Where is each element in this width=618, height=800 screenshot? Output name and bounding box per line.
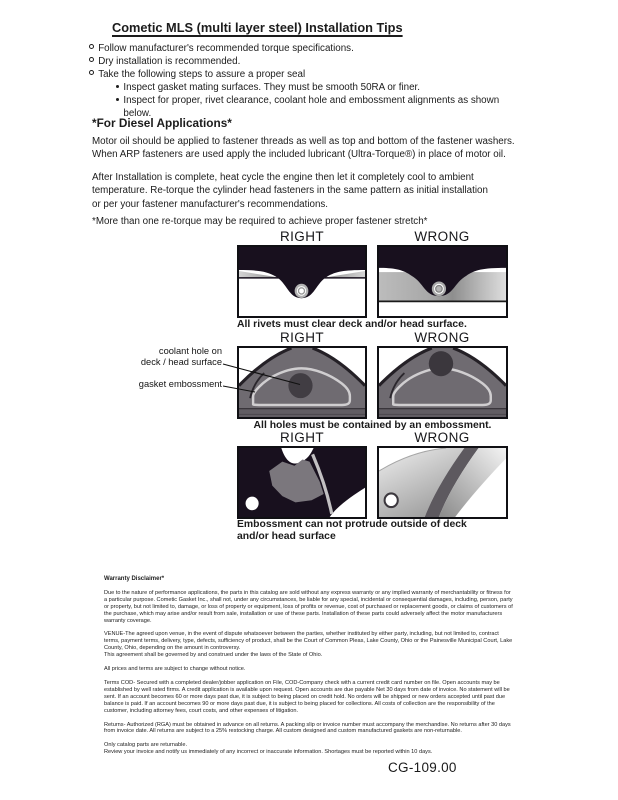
row1-caption: All rivets must clear deck and/or head surface.: [237, 319, 467, 330]
bullet-text: Take the following steps to assure a proper seal: [98, 69, 306, 80]
open-bullet-icon: [89, 44, 94, 49]
bolt-hole-icon: [246, 497, 259, 511]
row1-right-diagram: [237, 245, 367, 318]
rivet-clear-wrong-illustration: [379, 247, 506, 316]
row3-caption: Embossment can not protrude outside of deck and/or head surface: [237, 519, 467, 542]
leader-lines: [100, 344, 310, 404]
legal-paragraph: Only catalog parts are returnable. Review your invoice and notify us immediately of any incorrect or inaccurate information. Shortages must be reported within 10 days.: [104, 742, 433, 756]
bullet-text: Follow manufacturer's recommended torque specifications.: [98, 43, 354, 54]
row3-wrong-label: WRONG: [414, 430, 470, 445]
row2-right-label: RIGHT: [280, 330, 324, 345]
installation-tips-list: [89, 42, 519, 120]
page-title: Cometic MLS (multi layer steel) Installation Tips: [112, 20, 403, 35]
bolt-hole-icon: [385, 493, 398, 507]
list-item: [89, 55, 519, 68]
row3-right-label: RIGHT: [280, 430, 324, 445]
legal-paragraph: Due to the nature of performance applications, the parts in this catalog are sold without any express warranty or any implied warranty of merchantability or fitness for a particular purpose. Cometic Gasket Inc., shall not, under any circumstances, be liable for any special, incidental or consequential damages, including, person, party or property, but not limited to, damage, or loss of property or equipment, loss of profits or revenue, cost of purchased or replacement goods, or claims of customers of the purchase, which may arise and/or result from sale, installation or use of these parts. Installation of these parts could adversely affect the motor manufacturers warranty coverage.: [104, 589, 513, 624]
row2-caption: All holes must be contained by an embossment.: [253, 420, 492, 431]
legal-paragraph: VENUE-The agreed upon venue, in the event of dispute whatsoever between the parties, whether instituted by either party, including, but not limited to, contract terms, payment terms, delivery, type, defects, sufficiency of product, shall be the Court of Common Pleas, Lake County, Ohio or the Painesville Municipal Court, Lake County, Ohio, depending on the amount in controversy. This agreement shall be governed by and construed under the laws of the State of Ohio.: [104, 631, 513, 659]
gasket-embossment-label: gasket embossment: [138, 379, 222, 389]
row1-wrong-label: WRONG: [414, 229, 470, 244]
bullet-text: Dry installation is recommended.: [98, 56, 241, 67]
list-item: [89, 42, 519, 55]
row1-wrong-diagram: [377, 245, 508, 318]
diesel-paragraph-2: After Installation is complete, heat cycle the engine then let it completely cool to ambient temperature. Re-torque the cylinder head fasteners in the same pattern as initial installation or per your fastener manufacturer's recommendations.: [92, 172, 488, 210]
retorque-note: *More than one re-torque may be required to achieve proper fastener stretch*: [92, 216, 428, 227]
list-item: [89, 68, 519, 81]
embossment-wrong-illustration: [379, 448, 506, 517]
legal-paragraph: All prices and terms are subject to change without notice.: [104, 666, 246, 673]
row3-wrong-diagram: [377, 446, 508, 519]
hole-contained-wrong-illustration: [379, 348, 506, 417]
coolant-hole-icon: [429, 351, 453, 376]
rivet-icon: [295, 284, 309, 298]
rivet-icon: [432, 282, 446, 297]
row3-right-diagram: [237, 446, 367, 519]
row2-wrong-diagram: [377, 346, 508, 419]
row2-wrong-label: WRONG: [414, 330, 470, 345]
coolant-hole-label: coolant hole on deck / head surface: [140, 346, 222, 367]
row1-right-label: RIGHT: [280, 229, 324, 244]
rivet-clear-right-illustration: [239, 247, 365, 316]
warranty-heading: Warranty Disclaimer*: [104, 576, 165, 582]
warranty-disclaimer-section: [104, 576, 514, 763]
page-number: CG-109.00: [388, 760, 457, 775]
diesel-section-heading: *For Diesel Applications*: [92, 116, 232, 130]
legal-paragraph: Terms COD- Secured with a completed dealer/jobber application on File, COD-Company check with a current credit card number on file. Open accounts may be established by well rated firms. A credit application is available upon request. Open accounts are due payable Net 30 days from date of invoice. No statement will be sent. If an account becomes 60 or more days past due, it is subject to being placed on credit hold. No orders will be shipped or new orders accepted until past due balance is paid. If an account becomes 90 or more days past due, it is subject to being placed for collections. All costs of collection are the responsibility of the customer, including attorney fees, court costs, and other expenses of litigation.: [104, 679, 510, 714]
list-item: [116, 81, 519, 94]
legal-paragraph: Returns- Authorized (RGA) must be obtained in advance on all returns. A packing slip or invoice number must accompany the merchandise. No returns after 30 days from invoice date. All returns are subject to a 25% restocking charge. All custom designed and custom manufactured gaskets are non-returnable.: [104, 721, 511, 735]
diesel-paragraph-1: Motor oil should be applied to fastener threads as well as top and bottom of the fastener washers. When ARP fasteners are used apply the included lubricant (Ultra-Torque®) in place of motor oil.: [92, 136, 515, 161]
open-bullet-icon: [89, 70, 94, 75]
bullet-text: Inspect for proper, rivet clearance, coolant hole and embossment alignments as shown below.: [123, 95, 500, 119]
open-bullet-icon: [89, 57, 94, 62]
filled-bullet-icon: [116, 85, 119, 88]
filled-bullet-icon: [116, 98, 119, 101]
embossment-right-illustration: [239, 448, 365, 517]
bullet-text: Inspect gasket mating surfaces. They must be smooth 50RA or finer.: [123, 82, 420, 93]
